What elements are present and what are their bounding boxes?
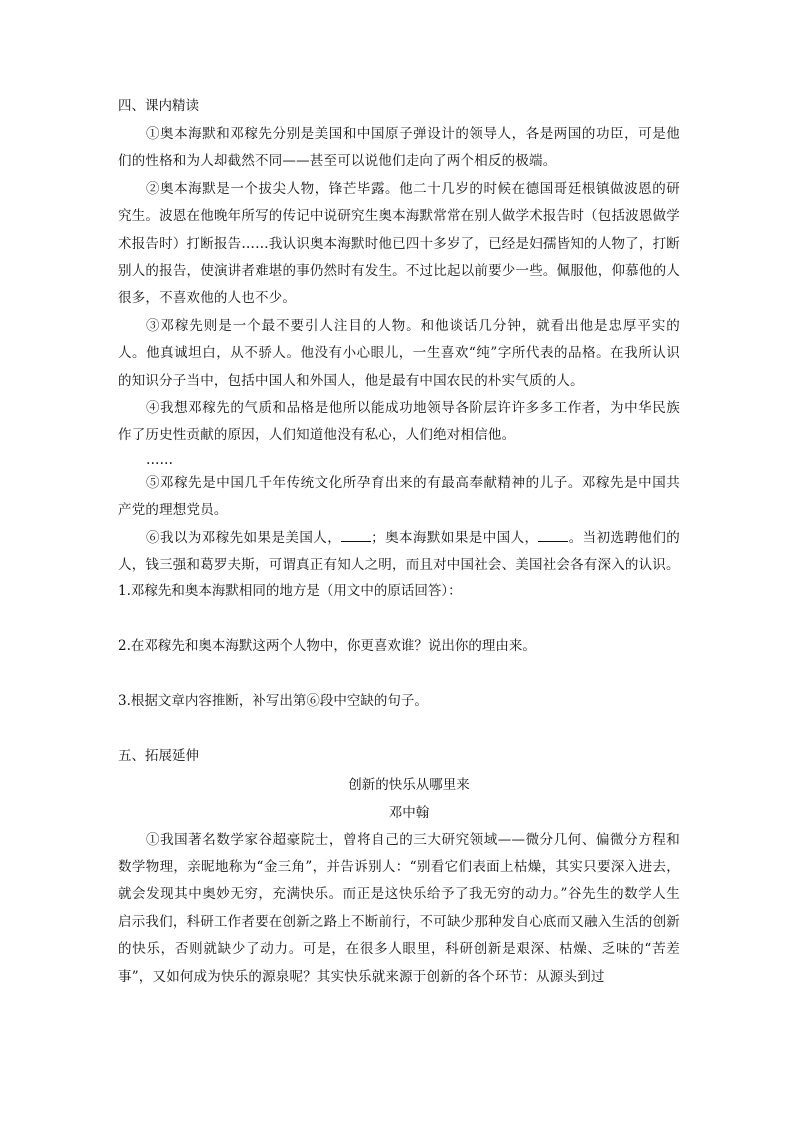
ellipsis: …… bbox=[146, 451, 173, 468]
question-1: 1.邓稼先和奥本海默相同的地方是（用文中的原话回答）： bbox=[118, 582, 462, 599]
paragraph-6-part-a: ⑥我以为邓稼先如果是美国人， bbox=[146, 529, 342, 546]
paragraph-3: ③邓稼先则是一个最不要引人注目的人物。和他谈话几分钟，就看出他是忠厚平实的人。他真诚坦白，从不骄人。他没有小心眼儿，一生喜欢“纯”字所代表的品格。在我所认识的知识分子当中，包括中国人和外国人，他是最有中国农民的朴实气质的人。 bbox=[118, 317, 680, 389]
paragraph-6-part-b: ；奥本海默如果是中国人， bbox=[371, 529, 539, 546]
answer-space-2 bbox=[118, 657, 680, 690]
question-2: 2.在邓稼先和奥本海默这两个人物中，你更喜欢谁？说出你的理由来。 bbox=[118, 637, 536, 654]
paragraph-5: ⑤邓稼先是中国几千年传统文化所孕育出来的有最高奉献精神的儿子。邓稼先是中国共产党的理想党员。 bbox=[118, 474, 680, 519]
article-author: 邓中翰 bbox=[388, 804, 430, 821]
question-3: 3.根据文章内容推断，补写出第⑥段中空缺的句子。 bbox=[118, 692, 428, 709]
section-4-heading: 四、课内精读 bbox=[118, 98, 199, 114]
answer-space-1 bbox=[118, 602, 680, 635]
fill-blank-2[interactable] bbox=[538, 529, 568, 542]
article-title: 创新的快乐从哪里来 bbox=[348, 776, 470, 793]
paragraph-4: ④我想邓稼先的气质和品格是他所以能成功地领导各阶层许许多多工作者，为中华民族作了历史性贡献的原因，人们知道他没有私心，人们绝对相信他。 bbox=[118, 400, 680, 444]
section-5-heading: 五、拓展延伸 bbox=[118, 747, 199, 764]
fill-blank-1[interactable] bbox=[341, 529, 371, 542]
paragraph-6-part-c: 。当初选聘他们的人，钱三强和葛罗夫斯，可谓真正有知人之明，而且对中国社会、美国社会各有深入的认识。 bbox=[118, 529, 680, 574]
answer-space-3 bbox=[118, 712, 680, 745]
document-body bbox=[118, 95, 680, 991]
paragraph-2: ②奥本海默是一个拔尖人物，锋芒毕露。他二十几岁的时候在德国哥廷根镇做波恩的研究生。波恩在他晚年所写的传记中说研究生奥本海默常常在别人做学术报告时（包括波恩做学术报告时）打断报告……我认识奥本海默时他已四十多岁了，已经是妇孺皆知的人物了，打断别人的报告，使演讲者难堪的事仍然时有发生。不过比起以前要少一些。佩服他，仰慕他的人很多，不喜欢他的人也不少。 bbox=[118, 180, 680, 307]
paragraph-1: ①奥本海默和邓稼先分别是美国和中国原子弹设计的领导人，各是两国的功臣，可是他们的性格和为人却截然不同——甚至可以说他们走向了两个相反的极端。 bbox=[118, 126, 680, 170]
paragraph-6 bbox=[118, 525, 680, 580]
article-paragraph-1: ①我国著名数学家谷超豪院士，曾将自己的三大研究领域——微分几何、偏微分方程和数学物理，亲昵地称为“金三角”，并告诉别人：“别看它们表面上枯燥，其实只要深入进去，就会发现其中奥妙无穷，充满快乐。而正是这快乐给予了我无穷的动力。”谷先生的数学人生启示我们，科研工作者要在创新之路上不断前行，不可缺少那种发自心底而又融入生活的创新的快乐，否则就缺少了动力。可是，在很多人眼里，科研创新是艰深、枯燥、乏味的“苦差事”，又如何成为快乐的源泉呢？其实快乐就来源于创新的各个环节：从源头到过 bbox=[118, 831, 680, 985]
